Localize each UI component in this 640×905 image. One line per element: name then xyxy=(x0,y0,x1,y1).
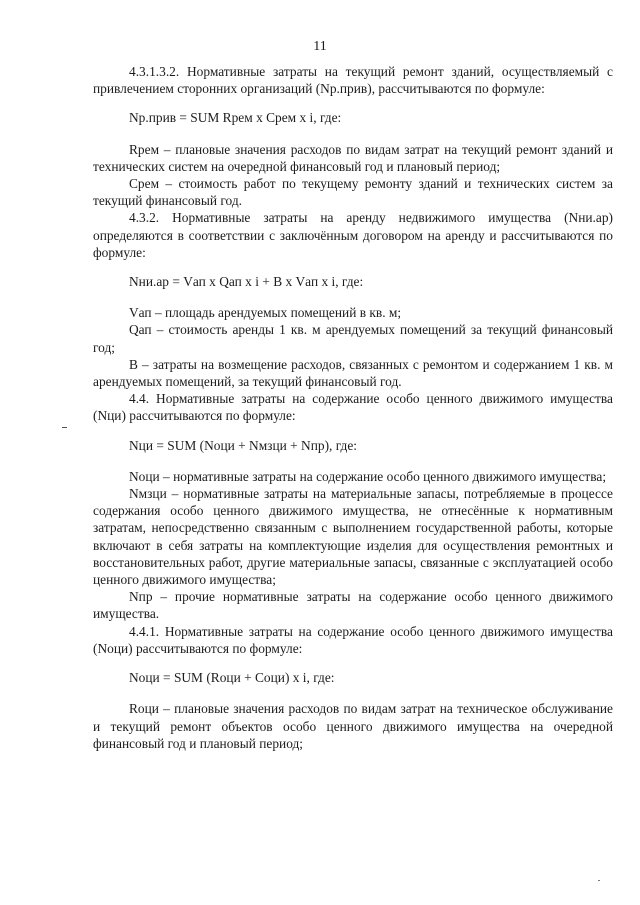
definition-nmzci: Nмзци – нормативные затраты на материальные запасы, потребляемые в процессе содержания особо ценного движимого имущества, не отнесённые к нормативным затратам, непосредственно связанным с выполнением государственной работы, которые включают в себя затраты на комплектующие изделия для осуществления ремонтных и восстановительных работ, другие материальные запасы, связанные с эксплуатацией особо ценного движимого имущества; xyxy=(93,486,613,588)
scan-speck xyxy=(598,880,600,881)
definition-b: В – затраты на возмещение расходов, связанных с ремонтом и содержанием 1 кв. м арендуемых помещений, за текущий финансовый год. xyxy=(93,356,613,390)
definition-srem: Срем – стоимость работ по текущему ремонту зданий и технических систем за текущий финансовый год. xyxy=(93,176,613,209)
definition-qap: Qап – стоимость аренды 1 кв. м арендуемых помещений за текущий финансовый год; xyxy=(93,322,613,355)
paragraph-4-4-1: 4.4.1. Нормативные затраты на содержание особо ценного движимого имущества (Nоци) рассчитываются по формуле: xyxy=(93,623,613,656)
formula-nci: Nци = SUM (Nоци + Nмзци + Nпр), где: xyxy=(129,437,358,453)
page-number: 11 xyxy=(313,39,327,54)
definition-rrem: Rрем – плановые значения расходов по видам затрат на текущий ремонт зданий и технических систем на очередной финансовый год и плановый период; xyxy=(93,141,613,174)
formula-rent: Nни.ар = Vап х Qап х i + B х Vап х i, где: xyxy=(129,274,364,290)
definition-npr: Nпр – прочие нормативные затраты на содержание особо ценного движимого имущества. xyxy=(93,589,613,622)
paragraph-4-3-1-3-2: 4.3.1.3.2. Нормативные затраты на текущий ремонт зданий, осуществляемый с привлечением сторонних организаций (Nр.прив), рассчитываются по формуле: xyxy=(93,64,613,97)
formula-repair: Nр.прив = SUM Rрем х Срем х i, где: xyxy=(129,110,342,126)
document-body xyxy=(93,63,613,752)
paragraph-4-4: 4.4. Нормативные затраты на содержание особо ценного движимого имущества (Nци) рассчитываются по формуле: xyxy=(93,391,613,424)
definition-noci: Nоци – нормативные затраты на содержание особо ценного движимого имущества; xyxy=(129,468,607,484)
margin-mark xyxy=(62,427,67,428)
definition-roci: Rоци – плановые значения расходов по видам затрат на техническое обслуживание и текущий ремонт объектов особо ценного движимого имущества на очередной финансовый год и плановый период; xyxy=(93,701,613,751)
definition-vap: Vап – площадь арендуемых помещений в кв. м; xyxy=(129,305,402,321)
formula-noci: Nоци = SUM (Rоци + Соци) х i, где: xyxy=(129,670,335,686)
paragraph-4-3-2: 4.3.2. Нормативные затраты на аренду недвижимого имущества (Nни.ар) определяются в соответствии с заключённым договором на аренду и рассчитываются по формуле: xyxy=(93,210,613,260)
